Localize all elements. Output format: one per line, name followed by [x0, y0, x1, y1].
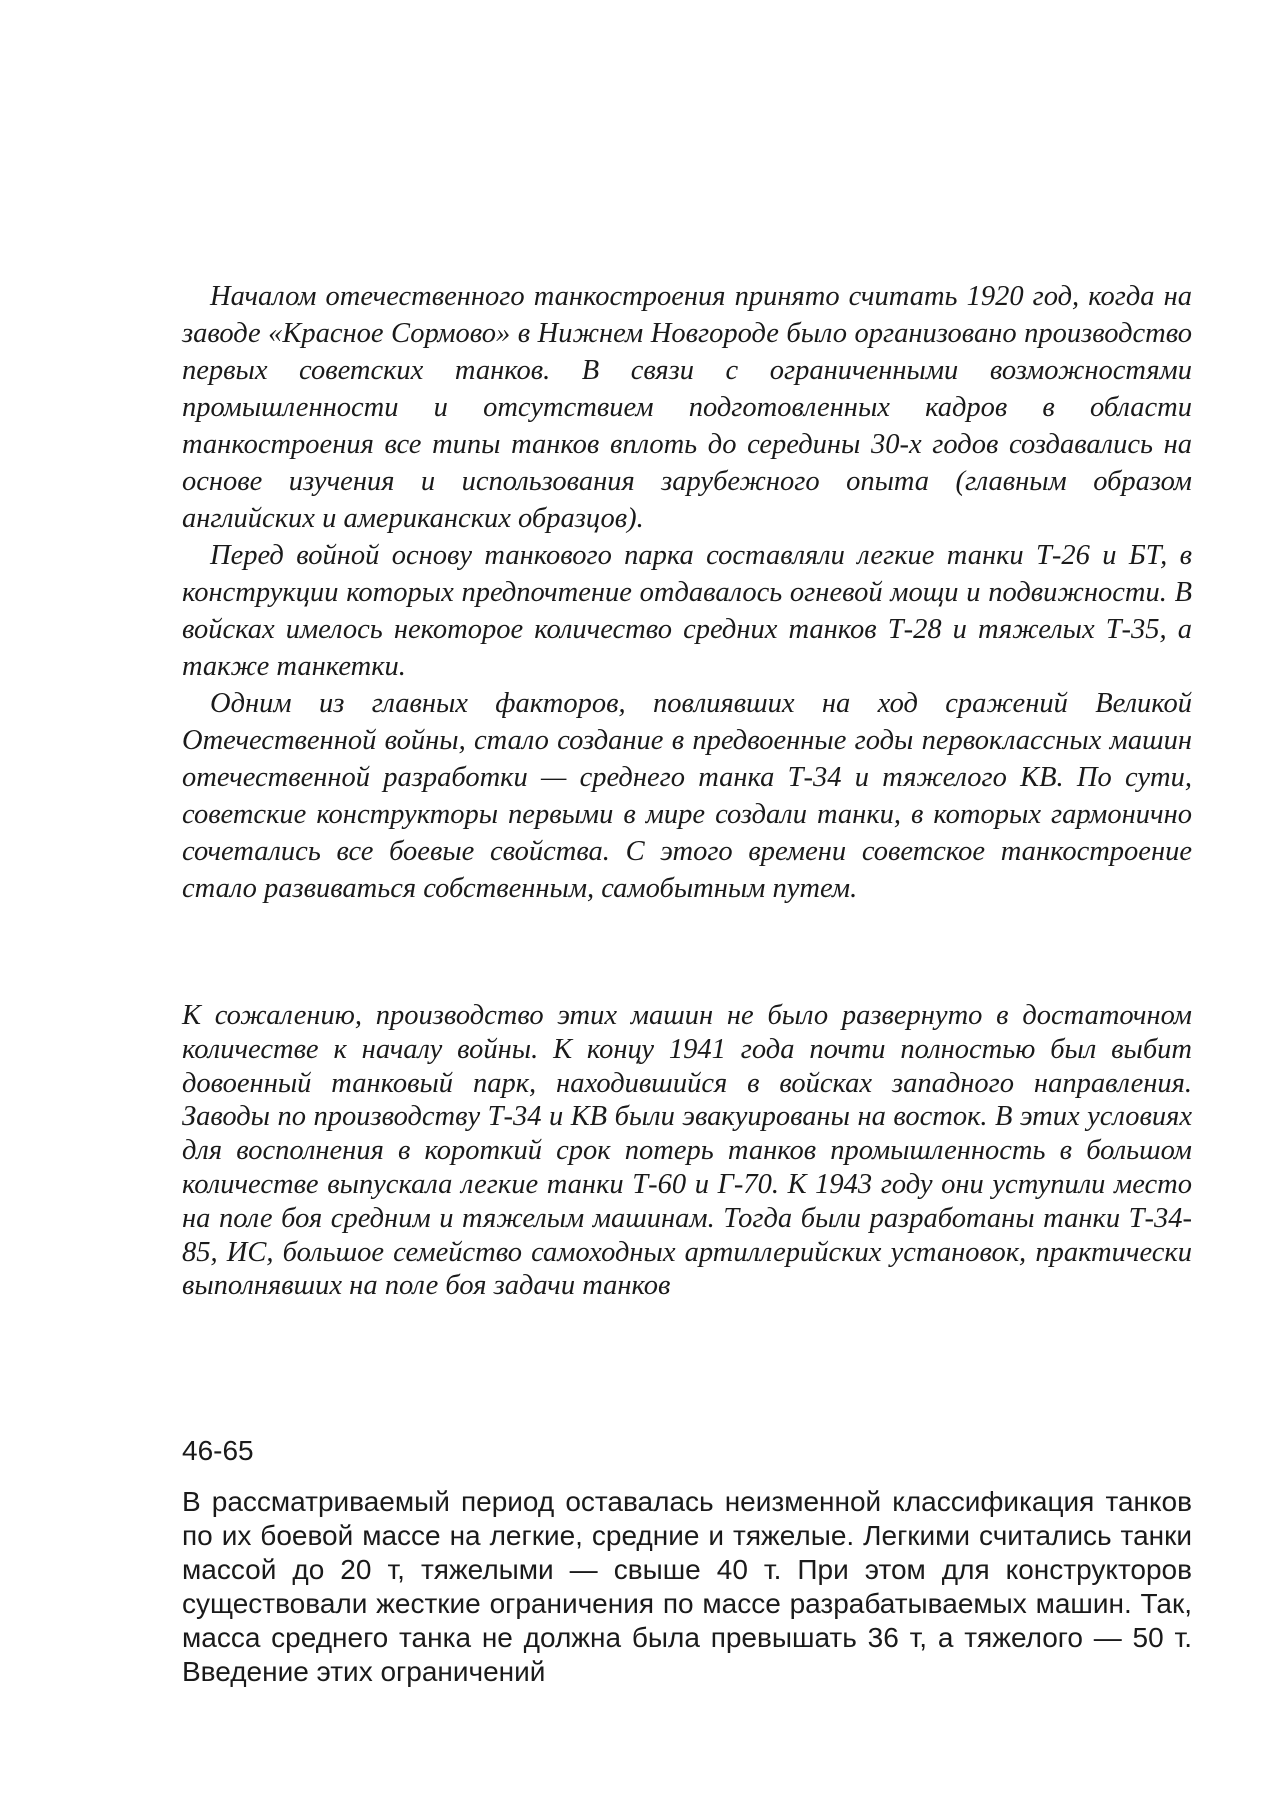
paragraph-tank-history: Началом отечественного танкостроения принято считать 1920 год, когда на заводе «Красное Сормово» в Нижнем Новгороде было организовано производство первых советских танков. В связи с ограниченными возможностями промышленности и отсутствием подготовленных кадров в области танкостроения все типы танков вплоть до середины 30-х годов создавались на основе изучения и использования зарубежного опыта (главным образом английских и американских образцов). — [182, 281, 1192, 534]
paragraph-prewar-tanks: Перед войной основу танкового парка составляли легкие танки Т-26 и БТ, в конструкции которых предпочтение отдавалось огневой мощи и подвижности. В войсках имелось некоторое количество средних танков Т-28 и тяжелых Т-35, а также танкетки. — [182, 540, 1192, 682]
sans-text-block — [182, 1485, 1192, 1689]
paragraph-classification: В рассматриваемый период оставалась неизменной классификация танков по их боевой массе на легкие, средние и тяжелые. Легкими считались танки массой до 20 т, тяжелыми — свыше 40 т. При этом для конструкторов существовали жесткие ограничения по массе разрабатываемых машин. Так, масса среднего танка не должна была превышать 36 т, а тяжелого — 50 т. Введение этих ограничений — [182, 1486, 1192, 1687]
paragraph-wartime-production: К сожалению, производство этих машин не было развернуто в достаточном количестве к началу войны. К концу 1941 года почти полностью был выбит довоенный танковый парк, находившийся в войсках западного направления. Заводы по производству Т-34 и КВ были эвакуированы на восток. В этих условиях для восполнения в короткий срок потерь танков промышленность в большом количестве выпускала легкие танки Т-60 и Г-70. К 1943 году они уступили место на поле боя средним и тяжелым машинам. Тогда были разработаны танки Т-34-85, ИС, большое семейство самоходных артиллерийских установок, практически выполнявших на поле боя задачи танков — [182, 1000, 1192, 1302]
italic-text-block-1 — [182, 278, 1192, 907]
paragraph-t34-kv: Одним из главных факторов, повлиявших на ход сражений Великой Отечественной войны, стало создание в предвоенные годы первоклассных машин отечественной разработки — среднего танка Т-34 и тяжелого КВ. По сути, советские конструкторы первыми в мире создали танки, в которых гармонично сочетались все боевые свойства. С этого времени советское танкостроение стало развиваться собственным, самобытным путем. — [182, 688, 1192, 904]
page-number: 46-65 — [182, 1435, 254, 1466]
italic-text-block-2 — [182, 999, 1192, 1303]
